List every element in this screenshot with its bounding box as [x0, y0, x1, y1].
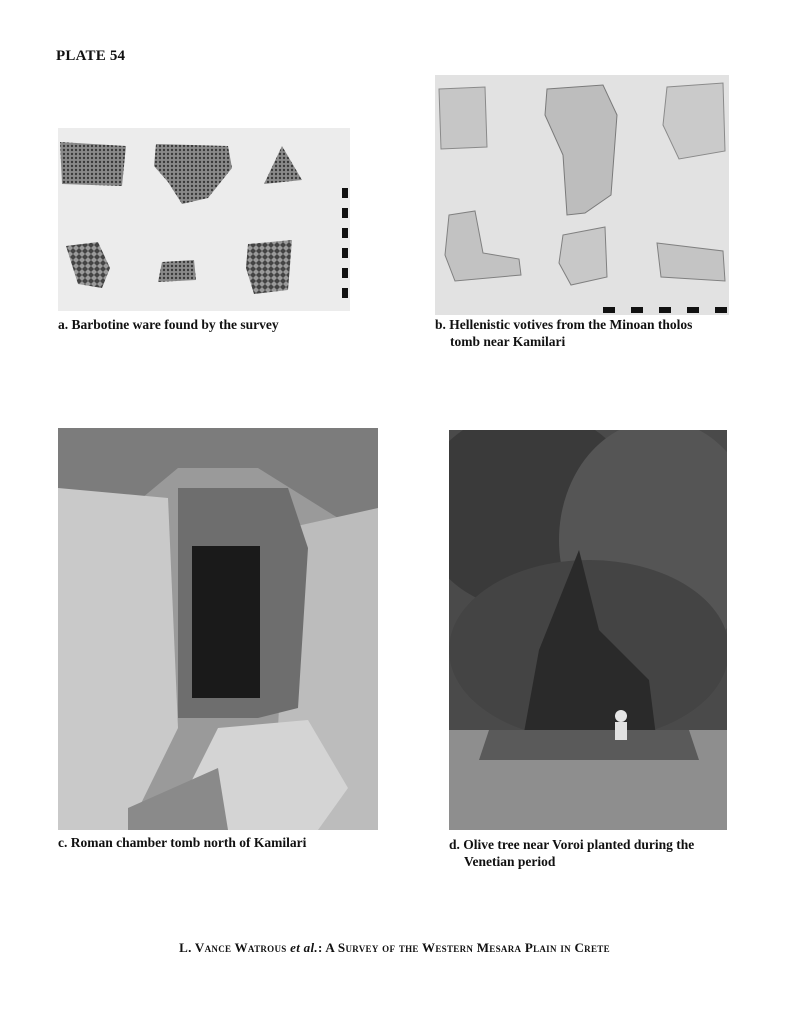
sherd-5 — [158, 260, 196, 282]
sherd-1 — [60, 142, 126, 186]
photo-roman-chamber-tomb — [58, 428, 378, 830]
photo-barbotine-ware — [58, 128, 350, 311]
photo-hellenistic-votives — [435, 75, 729, 315]
footer-etal: et al. — [290, 940, 318, 955]
footer-author: L. Vance Watrous — [179, 940, 287, 955]
photo-olive-tree — [449, 430, 727, 830]
caption-d: d. Olive tree near Voroi planted during the Venetian period — [449, 837, 695, 869]
plate-title: PLATE 54 — [56, 48, 126, 64]
caption-a: a. Barbotine ware found by the survey — [58, 317, 279, 332]
sherd-6 — [246, 240, 292, 294]
caption-c: c. Roman chamber tomb north of Kamilari — [58, 835, 307, 850]
running-footer — [0, 940, 789, 956]
caption-b: b. Hellenistic votives from the Minoan tholos tomb near Kamilari — [435, 317, 693, 349]
footer-title: : A Survey of the Western Mesara Plain in Crete — [317, 940, 610, 955]
